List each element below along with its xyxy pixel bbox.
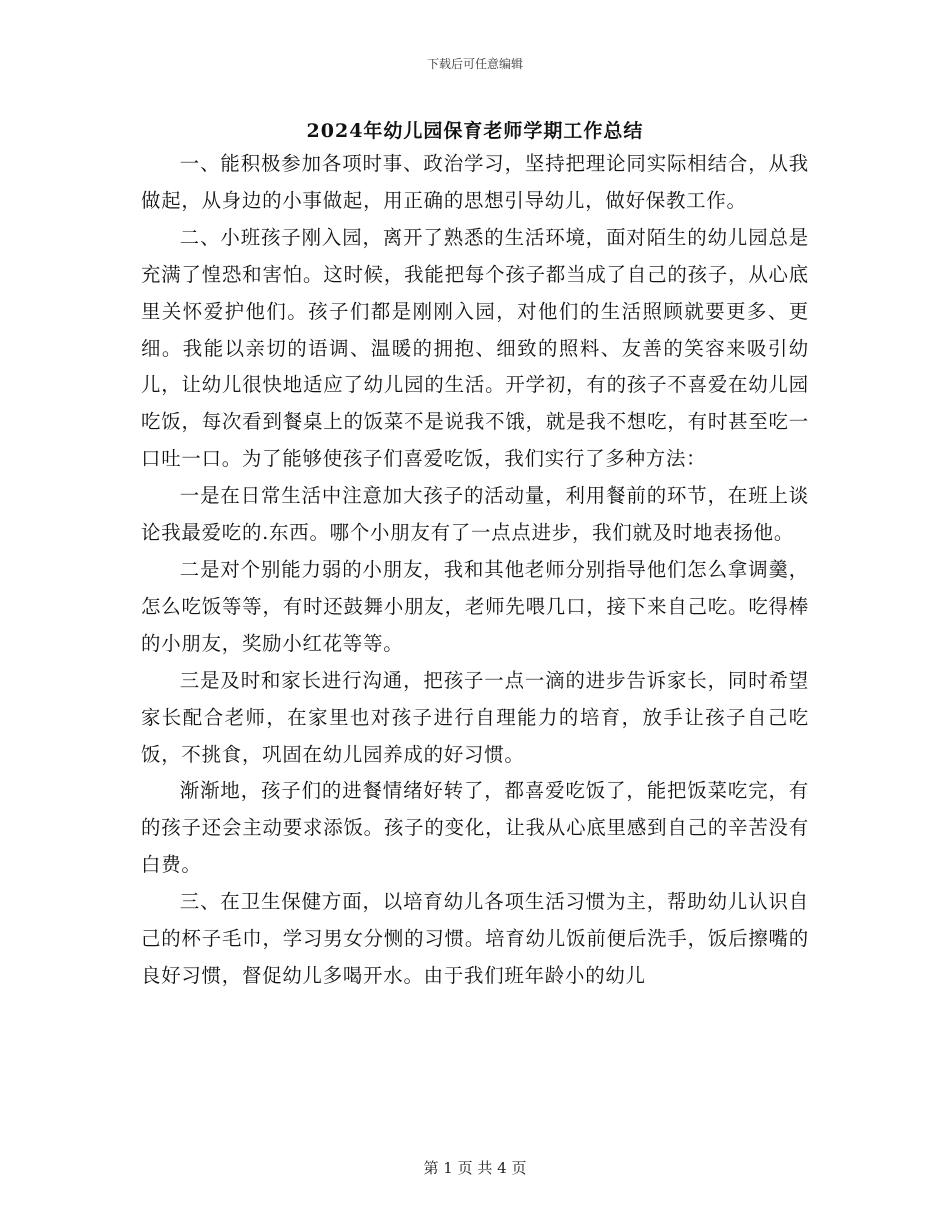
document-title: 2024年幼儿园保育老师学期工作总结 (306, 120, 644, 142)
paragraph-1: 一、能积极参加各项时事、政治学习，坚持把理论同实际相结合，从我做起，从身边的小事做起，用正确的思想引导幼儿，做好保教工作。 (141, 152, 809, 212)
paragraph-6: 渐渐地，孩子们的进餐情绪好转了，都喜爱吃饭了，能把饭菜吃完，有的孩子还会主动要求添饭。孩子的变化，让我从心底里感到自己的辛苦没有白费。 (141, 779, 809, 877)
paragraph-4: 二是对个别能力弱的小朋友，我和其他老师分别指导他们怎么拿调羹，怎么吃饭等等，有时还鼓舞小朋友，老师先喂几口，接下来自己吃。吃得棒的小朋友，奖励小红花等等。 (141, 557, 809, 655)
document-body (141, 146, 809, 995)
paragraph-5: 三是及时和家长进行沟通，把孩子一点一滴的进步告诉家长，同时希望家长配合老师，在家里也对孩子进行自理能力的培育，放手让孩子自己吃饭，不挑食，巩固在幼儿园养成的好习惯。 (141, 668, 809, 766)
paragraph-2: 二、小班孩子刚入园，离开了熟悉的生活环境，面对陌生的幼儿园总是充满了惶恐和害怕。这时候，我能把每个孩子都当成了自己的孩子，从心底里关怀爱护他们。孩子们都是刚刚入园，对他们的生活照顾就要更多、更细。我能以亲切的语调、温暖的拥抱、细致的照料、友善的笑容来吸引幼儿，让幼儿很快地适应了幼儿园的生活。开学初，有的孩子不喜爱在幼儿园吃饭，每次看到餐桌上的饭菜不是说我不饿，就是我不想吃，有时甚至吃一口吐一口。为了能够使孩子们喜爱吃饭，我们实行了多种方法： (141, 225, 809, 471)
paragraph-3: 一是在日常生活中注意加大孩子的活动量，利用餐前的环节，在班上谈论我最爱吃的.东西。哪个小朋友有了一点点进步，我们就及时地表扬他。 (141, 484, 809, 545)
paragraph-7: 三、在卫生保健方面，以培育幼儿各项生活习惯为主，帮助幼儿认识自己的杯子毛巾，学习男女分恻的习惯。培育幼儿饭前便后洗手，饭后擦嘴的良好习惯，督促幼儿多喝开水。由于我们班年龄小的幼儿 (141, 890, 809, 987)
page-footer: 第 1 页 共 4 页 (423, 1159, 527, 1177)
header-note: 下载后可任意编辑 (426, 57, 523, 71)
